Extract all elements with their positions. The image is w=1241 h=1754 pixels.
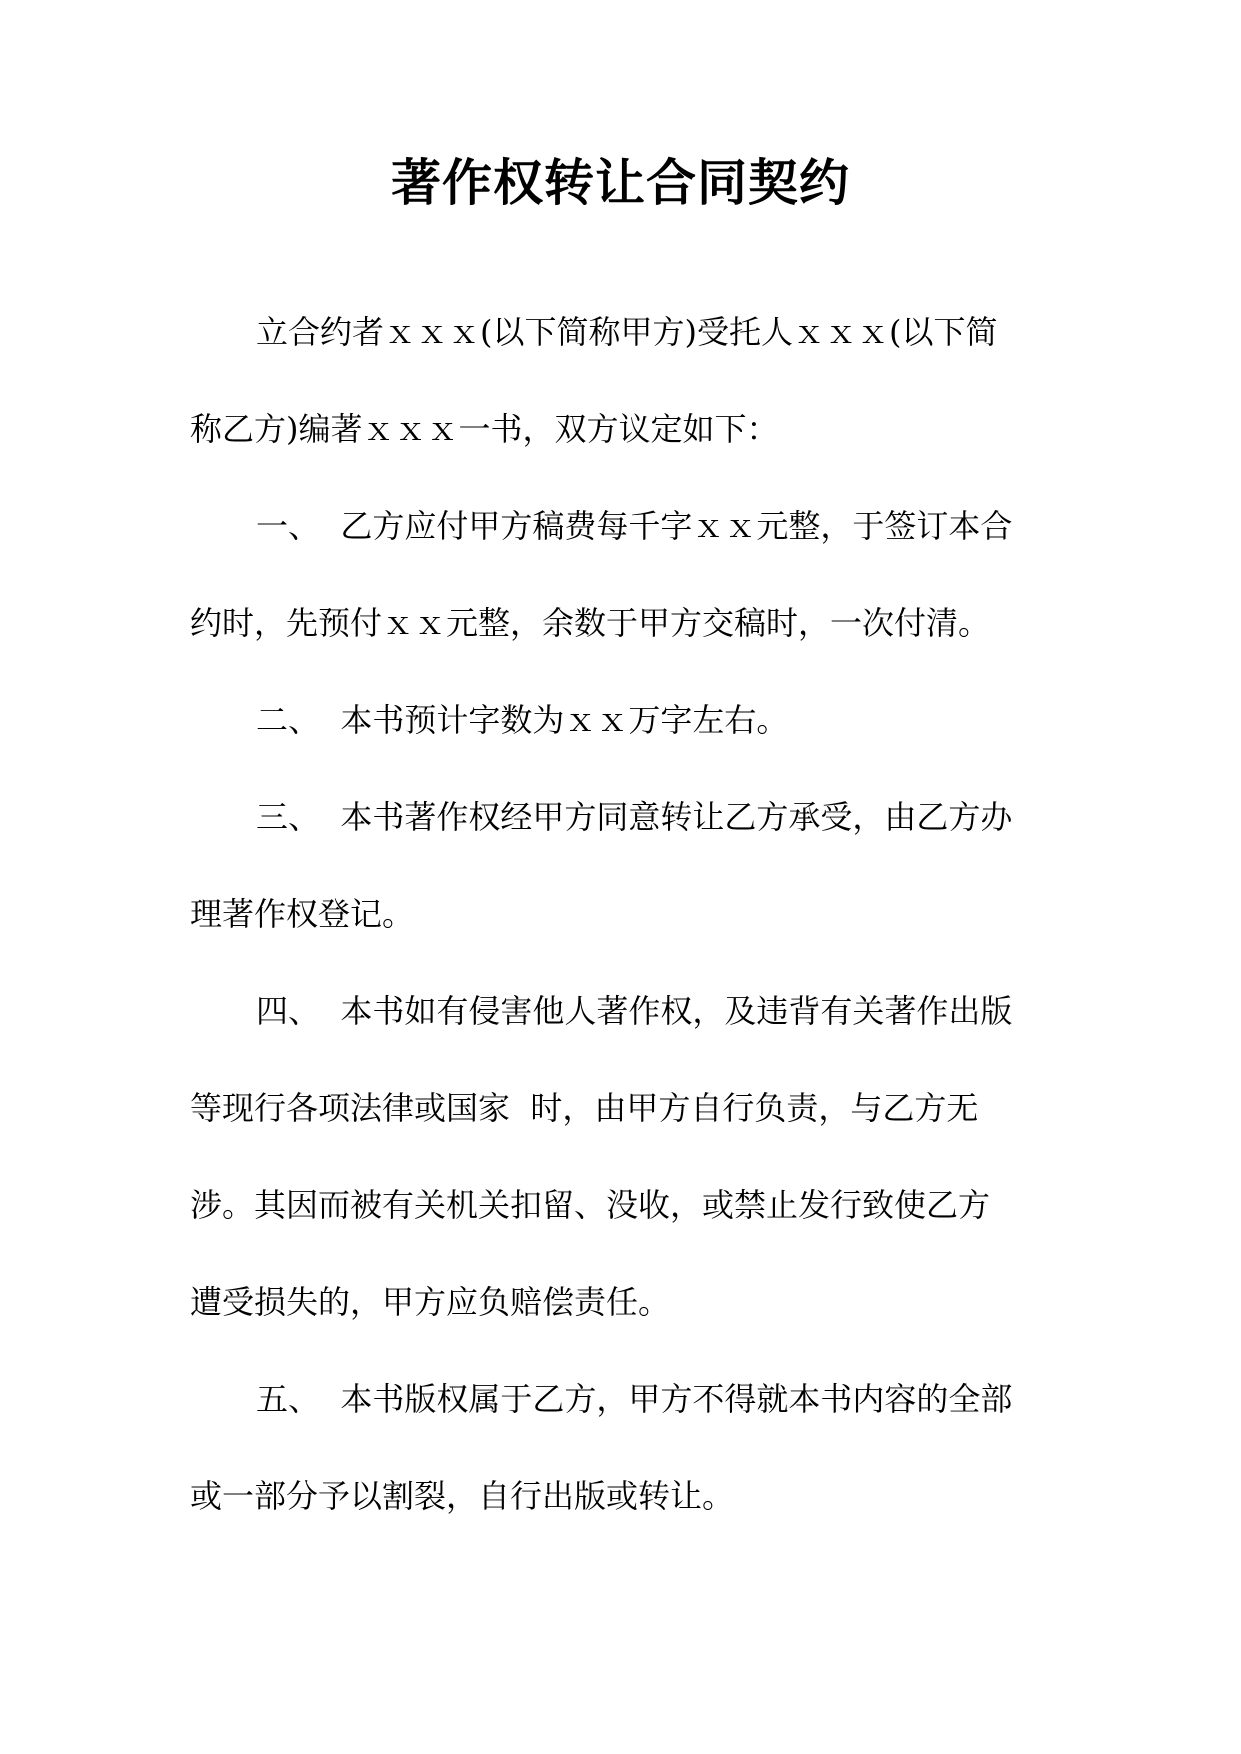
text-line-2: 称乙方)编著ｘｘｘ一书，双方议定如下： — [190, 410, 779, 448]
text-line-10: 涉。其因而被有关机关扣留、没收，或禁止发行致使乙方 — [190, 1186, 991, 1224]
text-line-6: 三、 本书著作权经甲方同意转让乙方承受，由乙方办 — [256, 798, 1013, 836]
text-line-5: 二、 本书预计字数为ｘｘ万字左右。 — [256, 701, 789, 739]
document-title: 著作权转让合同契约 — [391, 154, 850, 212]
text-line-7: 理著作权登记。 — [190, 895, 415, 933]
text-line-3: 一、 乙方应付甲方稿费每千字ｘｘ元整，于签订本合 — [256, 507, 1013, 545]
text-line-8: 四、 本书如有侵害他人著作权，及违背有关著作出版 — [256, 992, 1013, 1030]
text-line-4: 约时，先预付ｘｘ元整，余数于甲方交稿时，一次付清。 — [190, 604, 991, 642]
text-line-9: 等现行各项法律或国家 时，由甲方自行负责，与乙方无 — [190, 1089, 979, 1127]
text-line-13: 或一部分予以割裂，自行出版或转让。 — [190, 1477, 735, 1515]
text-line-1: 立合约者ｘｘｘ(以下简称甲方)受托人ｘｘｘ(以下简 — [256, 313, 998, 351]
text-line-12: 五、 本书版权属于乙方，甲方不得就本书内容的全部 — [256, 1380, 1013, 1418]
text-line-11: 遭受损失的，甲方应负赔偿责任。 — [190, 1283, 671, 1321]
